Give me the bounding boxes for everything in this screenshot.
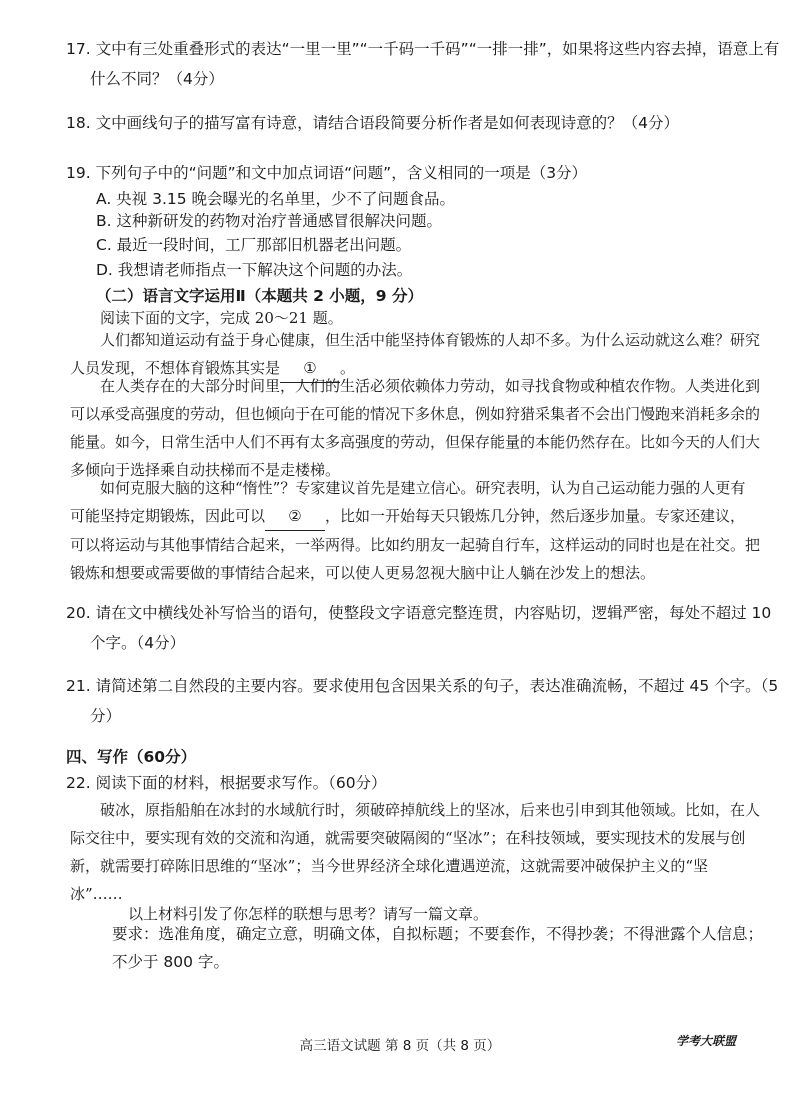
publisher-stamp: 学考大联盟 [676, 1034, 737, 1048]
option-b: B. 这种新研发的药物对治疗普通感冒很解决问题。 [96, 212, 442, 230]
question-19-stem: 19. 下列句子中的“问题”和文中加点词语“问题”，含义相同的一项是（3分） [66, 164, 588, 182]
question-21: 21. 请简述第二自然段的主要内容。要求使用包含因果关系的句子，表达准确流畅，不超过 45 个字。（5分） [66, 677, 779, 725]
blank-2[interactable]: ② [265, 502, 325, 531]
writing-material: 破冰，原指船舶在冰封的水域航行时，须破碎掉航线上的坚冰，后来也引申到其他领域。比如，在人际交往中，要实现有效的交流和沟通，就需要突破隔阂的“坚冰”；在科技领域，要实现技术的发展与创新，就需要打碎陈旧思维的“坚冰”；当今世界经济全球化遭遇逆流，这就需要冲破保护主义的“坚冰”…… [70, 801, 761, 903]
writing-requirement: 要求：选准角度，确定立意，明确文体，自拟标题；不要套作，不得抄袭；不得泄露个人信息；不少于 800 字。 [112, 925, 764, 971]
option-a: A. 央视 3.15 晚会曝光的名单里，少不了问题食品。 [96, 190, 456, 208]
paragraph-2: 在人类存在的大部分时间里，人们的生活必须依赖体力劳动，如寻找食物或种植农作物。人类进化到可以承受高强度的劳动，但也倾向于在可能的情况下多休息，例如狩猎采集者不会出门慢跑来消耗多余的能量。如今，日常生活中人们不再有太多高强度的劳动，但保存能量的本能仍然存在。比如今天的人们大多倾向于选择乘自动扶梯而不是走楼梯。 [70, 377, 761, 479]
paragraph-1: 人们都知道运动有益于身心健康，但生活中能坚持体育锻炼的人却不多。为什么运动就这么难？研究人员发现，不想体育锻炼其实是 ① 。 [70, 326, 760, 383]
question-22: 22. 阅读下面的材料，根据要求写作。（60分） [66, 774, 387, 792]
section-2-heading: （二）语言文字运用Ⅱ（本题共 2 小题，9 分） [96, 287, 423, 305]
option-c: C. 最近一段时间，工厂那部旧机器老出问题。 [96, 236, 412, 254]
section-4-heading: 四、写作（60分） [66, 748, 197, 766]
question-17: 17. 文中有三处重叠形式的表达“一里一里”“一千码一千码”“一排一排”，如果将这些内容去掉，语意上有什么不同？（4分） [66, 40, 780, 88]
page-footer: 高三语文试题 第 8 页（共 8 页） [299, 1038, 501, 1054]
writing-prompt: 以上材料引发了你怎样的联想与思考？请写一篇文章。 [128, 905, 489, 923]
question-18: 18. 文中画线句子的描写富有诗意，请结合语段简要分析作者是如何表现诗意的？（4分） [66, 114, 679, 132]
question-20: 20. 请在文中横线处补写恰当的语句，使整段文字语意完整连贯，内容贴切，逻辑严密，每处不超过 10 个字。（4分） [66, 604, 772, 652]
option-d: D. 我想请老师指点一下解决这个问题的办法。 [96, 261, 413, 279]
section-2-intro: 阅读下面的文字，完成 20～21 题。 [100, 309, 343, 327]
blank-1[interactable]: ① [280, 354, 340, 383]
paragraph-3: 如何克服大脑的这种“惰性”？专家建议首先是建立信心。研究表明，认为自己运动能力强的人更有可能坚持定期锻炼，因此可以 ② ，比如一开始每天只锻炼几分钟，然后逐步加量。专家还建议，可以将运动与其他事情结合起来，一举两得。比如约朋友一起骑自行车，这样运动的同时也是在社交。把锻炼和想要或需要做的事情结合起来，可以使人更易忽视大脑中让人躺在沙发上的想法。 [70, 479, 761, 582]
